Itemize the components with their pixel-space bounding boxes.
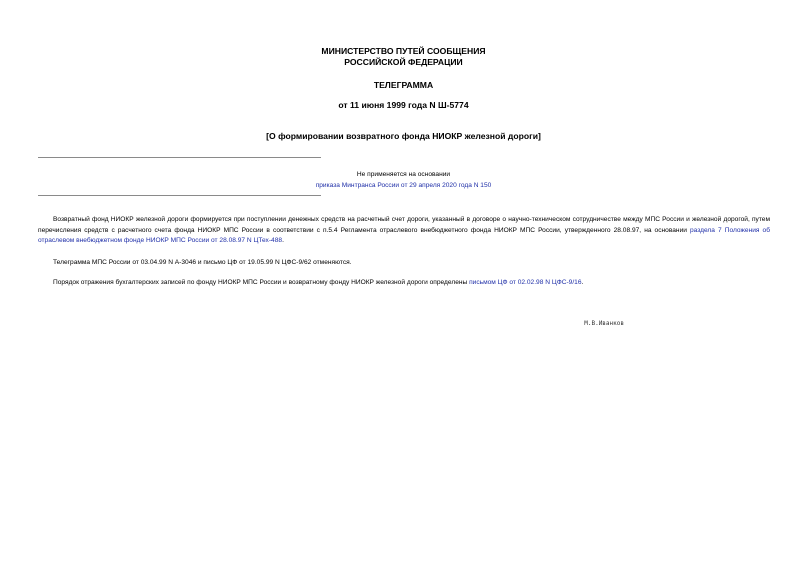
body-paragraph-2: Телеграмма МПС России от 03.04.99 N А-3046 и письмо ЦФ от 19.05.99 N ЦФС-9/62 отменяются. <box>53 259 352 266</box>
ministry-line-2: РОССИЙСКОЙ ФЕДЕРАЦИИ <box>344 57 463 67</box>
paragraph-3-text: Порядок отражения бухгалтерских записей по фонду НИОКР МПС России и возвратному фонду НИОКР железной дороги определены <box>53 279 470 286</box>
document-type: ТЕЛЕГРАММА <box>373 80 434 90</box>
document-date-number: от 11 июня 1999 года N Ш-5774 <box>338 100 469 110</box>
body-paragraph-1 <box>38 215 770 247</box>
notice-divider-bottom <box>38 195 321 196</box>
body-paragraph-3 <box>38 278 770 289</box>
cf-letter-link[interactable]: письмом ЦФ от 02.02.98 N ЦФС-9/16 <box>469 279 582 286</box>
document-subject: [О формировании возвратного фонда НИОКР железной дороги] <box>266 131 541 141</box>
regulation-section-link[interactable]: раздела 7 Положения об отраслевом внебюджетном фонде НИОКР МПС России от 28.08.97 N ЦТех-488 <box>38 226 770 244</box>
ministry-heading <box>0 46 807 68</box>
signature: М.В.Иванков <box>584 320 624 327</box>
ministry-line-1: МИНИСТЕРСТВО ПУТЕЙ СООБЩЕНИЯ <box>321 46 486 56</box>
notice-text: Не применяется на основании <box>356 171 451 178</box>
notice-divider-top <box>38 157 321 158</box>
paragraph-1-end: . <box>282 237 284 244</box>
paragraph-1-text: Возвратный фонд НИОКР железной дороги формируется при поступлении денежных средств на расчетный счет дороги, указанный в договоре о научно-техническом сотрудничестве между МПС России и железной дорогой, путем перечисления средств с расчетного счета фонда НИОКР МПС России в соответствии с п.5.4 Регламента отраслевого внебюджетного фонда НИОКР МПС России, утвержденного 28.08.97, на основании <box>38 216 770 234</box>
notice-order-link[interactable]: приказа Минтранса России от 29 апреля 2020 года N 150 <box>315 182 492 189</box>
paragraph-3-end: . <box>581 279 584 286</box>
notice-link-row <box>240 180 567 191</box>
